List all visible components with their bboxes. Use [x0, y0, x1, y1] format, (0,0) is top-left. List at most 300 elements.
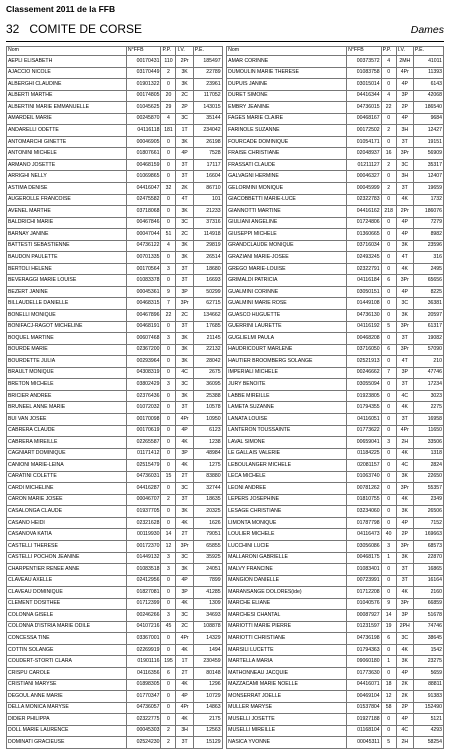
player-iv: 4P	[176, 148, 193, 160]
table-row	[7, 367, 444, 379]
player-name: BONIFACJ-RAGOT MICHELINE	[7, 321, 127, 333]
player-ffb-number: 00046905	[126, 136, 161, 148]
player-name: COTTIN SOLANGE	[7, 644, 127, 656]
player-pp: 0	[161, 575, 176, 587]
player-name: COUDERT-STORTI CLARA	[7, 656, 127, 668]
player-pp-right: 0	[381, 217, 396, 229]
player-ffb-number: 00467896	[126, 310, 161, 322]
player-ffb-number-right: 00468167	[347, 113, 382, 125]
player-pe: 24051	[193, 564, 222, 576]
player-name-right: GRAZIANI MARIE-JOSEE	[227, 252, 347, 264]
player-iv-right: 4K	[396, 644, 413, 656]
player-pp: 3	[161, 564, 176, 576]
player-ffb-number: 00170619	[126, 425, 161, 437]
player-pp: 0	[161, 402, 176, 414]
player-pe: 62715	[193, 298, 222, 310]
player-name: CLAVEAU AXELLE	[7, 575, 127, 587]
player-ffb-number: 01712399	[126, 598, 161, 610]
table-row	[7, 113, 444, 125]
player-name: DOMINATI GRACIEUSE	[7, 737, 127, 749]
player-pe-right: 16865	[413, 564, 443, 576]
player-iv: 4P	[176, 575, 193, 587]
player-iv-right: 4C	[396, 725, 413, 737]
player-pe-right: 5659	[413, 667, 443, 679]
player-name-right: LAMETA SUZANNE	[227, 402, 347, 414]
player-pp-right: 218	[381, 206, 396, 218]
player-pe: 22132	[193, 344, 222, 356]
player-name-right: FAGES MARIE CLAIRE	[227, 113, 347, 125]
player-iv-right: 2H	[396, 437, 413, 449]
player-name-right: MARIOTTI MARIE PIERRE	[227, 621, 347, 633]
player-name: ALBERTINI MARIE EMMANUELLE	[7, 102, 127, 114]
player-pp-right: 0	[381, 229, 396, 241]
player-pe-right: 7152	[413, 517, 443, 529]
player-ffb-number-right: 01773622	[347, 425, 382, 437]
player-name: BRETON MICHELE	[7, 379, 127, 391]
player-iv: 3C	[176, 113, 193, 125]
player-pp: 4	[161, 240, 176, 252]
player-pp-right: 2	[381, 125, 396, 137]
player-name: BARNAY JANINE	[7, 229, 127, 241]
player-name: CHARPENTIER RENEE ANNE	[7, 564, 127, 576]
player-pp-right: 3	[381, 437, 396, 449]
player-iv-right: 3Pr	[396, 344, 413, 356]
player-ffb-number: 01770347	[126, 691, 161, 703]
player-pp-right: 0	[381, 448, 396, 460]
player-name: DEGOUL ANNE MARIE	[7, 691, 127, 703]
col-header-pp: P.P.	[161, 47, 176, 56]
col-header-ffb-right: N°FFB	[347, 47, 382, 56]
player-pe: 117052	[193, 90, 222, 102]
player-ffb-number-right: 00045999	[347, 183, 382, 195]
player-name: BOURDE MARIE	[7, 344, 127, 356]
table-row	[7, 587, 444, 599]
player-name-right: GELORMINI MONIQUE	[227, 183, 347, 195]
player-pp: 0	[161, 194, 176, 206]
player-ffb-number: 02265587	[126, 437, 161, 449]
player-name: CAGNIART DOMINIQUE	[7, 448, 127, 460]
player-name-right: GUALMINI MARIE ROSE	[227, 298, 347, 310]
player-pp: 0	[161, 79, 176, 91]
player-pp: 15	[161, 471, 176, 483]
player-iv: 2C	[176, 229, 193, 241]
table-row	[7, 691, 444, 703]
player-pe: 16604	[193, 171, 222, 183]
player-iv-right: 3H	[396, 125, 413, 137]
player-pe-right: 186540	[413, 102, 443, 114]
player-ffb-number: 00607468	[126, 333, 161, 345]
player-pe: 17685	[193, 321, 222, 333]
player-ffb-number: 01449132	[126, 552, 161, 564]
player-ffb-number: 04416047	[126, 183, 161, 195]
player-name: ARMANO JOSETTE	[7, 159, 127, 171]
player-pp-right: 0	[381, 298, 396, 310]
player-pe-right: 2824	[413, 460, 443, 472]
player-name: BUI VAN JOSEE	[7, 413, 127, 425]
player-pp-right: 3	[381, 540, 396, 552]
player-iv-right: 2K	[396, 691, 413, 703]
player-ffb-number-right: 04416162	[347, 206, 382, 218]
player-ffb-number: 04308319	[126, 367, 161, 379]
player-iv: 4K	[176, 644, 193, 656]
player-name: AUGEROLLE FRANCOISE	[7, 194, 127, 206]
player-pe-right: 41011	[413, 56, 443, 68]
player-iv: 3C	[176, 610, 193, 622]
player-iv-right: 3Pr	[396, 598, 413, 610]
player-pp-right: 0	[381, 483, 396, 495]
player-pe: 15129	[193, 737, 222, 749]
player-pp-right: 5	[381, 321, 396, 333]
player-iv-right: 4T	[396, 356, 413, 368]
player-ffb-number-right: 01724806	[347, 217, 382, 229]
player-ffb-number: 00170431	[126, 56, 161, 68]
player-iv-right: 3T	[396, 379, 413, 391]
player-iv-right: 4T	[396, 252, 413, 264]
player-name: COLONNA D'ISTRIA MARIE ODILE	[7, 621, 127, 633]
player-pe: 37316	[193, 217, 222, 229]
table-row	[7, 644, 444, 656]
table-row	[7, 229, 444, 241]
player-pp: 3	[161, 610, 176, 622]
player-iv-right: 2P	[396, 102, 413, 114]
player-ffb-number: 02376436	[126, 390, 161, 402]
player-name: ARRIGHI NELLY	[7, 171, 127, 183]
player-iv-right: 2P	[396, 702, 413, 714]
player-name: BOURDETTE JULIA	[7, 356, 127, 368]
player-pe: 108878	[193, 621, 222, 633]
table-row	[7, 159, 444, 171]
player-iv-right: 3Pr	[396, 540, 413, 552]
player-iv-right: 3T	[396, 413, 413, 425]
player-iv-right: 3P	[396, 610, 413, 622]
player-pe: 7899	[193, 575, 222, 587]
player-ffb-number-right: 01923805	[347, 390, 382, 402]
player-name-right: GRIMALDI PATRICIA	[227, 275, 347, 287]
player-pp: 0	[161, 252, 176, 264]
player-iv-right: 3K	[396, 471, 413, 483]
player-ffb-number: 04116118	[126, 125, 161, 137]
player-iv: 2C	[176, 621, 193, 633]
player-pp-right: 0	[381, 240, 396, 252]
player-pe-right: 6143	[413, 79, 443, 91]
table-row	[7, 321, 444, 333]
table-row	[7, 67, 444, 79]
player-ffb-number: 01901116	[126, 656, 161, 668]
player-ffb-number-right: 01449108	[347, 298, 382, 310]
player-pe: 41285	[193, 587, 222, 599]
player-iv: 4K	[176, 437, 193, 449]
player-name: CASALONGA CLAUDE	[7, 506, 127, 518]
player-iv: 2C	[176, 90, 193, 102]
player-pe-right: 186076	[413, 206, 443, 218]
player-name-right: JURY BENOITE	[227, 379, 347, 391]
player-pp: 7	[161, 298, 176, 310]
player-pp-right: 40	[381, 529, 396, 541]
player-ffb-number: 04736122	[126, 240, 161, 252]
player-pe-right: 11393	[413, 67, 443, 79]
player-ffb-number-right: 00468208	[347, 333, 382, 345]
player-iv: 4Pr	[176, 702, 193, 714]
player-pp: 195	[161, 656, 176, 668]
player-pp: 2	[161, 494, 176, 506]
player-pe-right: 23275	[413, 656, 443, 668]
player-iv: 3Pr	[176, 540, 193, 552]
table-row	[7, 240, 444, 252]
player-pe-right: 19082	[413, 333, 443, 345]
player-name: DOLL MARIE LAURENCE	[7, 725, 127, 737]
player-ffb-number-right: 03055094	[347, 379, 382, 391]
player-pe: 16693	[193, 275, 222, 287]
player-ffb-number: 02367200	[126, 344, 161, 356]
player-pp-right: 0	[381, 575, 396, 587]
player-name: BATTESTI SEBASTIENNE	[7, 240, 127, 252]
player-ffb-number: 04116356	[126, 667, 161, 679]
player-ffb-number: 01171412	[126, 448, 161, 460]
player-ffb-number: 00174805	[126, 90, 161, 102]
player-pe: 1238	[193, 437, 222, 449]
player-pe: 2175	[193, 714, 222, 726]
player-iv-right: 4P	[396, 517, 413, 529]
player-ffb-number-right: 01184225	[347, 448, 382, 460]
player-iv-right: 4K	[396, 494, 413, 506]
player-iv: 4K	[176, 460, 193, 472]
table-row	[7, 402, 444, 414]
player-ffb-number: 04736031	[126, 471, 161, 483]
player-iv: 3K	[176, 240, 193, 252]
player-ffb-number-right: 02048937	[347, 148, 382, 160]
player-name-right: MATHONNEAU JACQUIE	[227, 667, 347, 679]
player-pe-right: 17234	[413, 379, 443, 391]
player-iv-right: 4Pr	[396, 425, 413, 437]
player-pe: 143015	[193, 102, 222, 114]
player-pe: 17117	[193, 159, 222, 171]
player-iv-right: 4Pr	[396, 67, 413, 79]
player-pp-right: 7	[381, 367, 396, 379]
table-row	[7, 529, 444, 541]
player-pe-right: 55357	[413, 483, 443, 495]
player-ffb-number: 03170449	[126, 67, 161, 79]
player-pp: 2	[161, 67, 176, 79]
player-pe-right: 22870	[413, 552, 443, 564]
player-iv: 3T	[176, 402, 193, 414]
player-pp: 0	[161, 390, 176, 402]
player-ffb-number-right: 00469104	[347, 691, 382, 703]
player-name-right: MAZZACAMI MARIE NOELLE	[227, 679, 347, 691]
player-pp-right: 12	[381, 691, 396, 703]
player-iv-right: 3T	[396, 136, 413, 148]
player-pe-right: 91383	[413, 691, 443, 703]
player-pp: 0	[161, 275, 176, 287]
player-iv-right: 3C	[396, 298, 413, 310]
player-name: CABRERA CLAUDE	[7, 425, 127, 437]
table-row	[7, 102, 444, 114]
player-name-right: LABBE MIREILLE	[227, 390, 347, 402]
player-name-right: GALVAGNI HERMINE	[227, 171, 347, 183]
player-iv: 2T	[176, 471, 193, 483]
player-name: COLONNA GISELE	[7, 610, 127, 622]
player-iv: 3T	[176, 494, 193, 506]
player-ffb-number-right: 01773630	[347, 667, 382, 679]
player-iv: 3K	[176, 136, 193, 148]
player-pe-right: 7279	[413, 217, 443, 229]
player-pe-right: 4293	[413, 725, 443, 737]
player-name-right: NASICA YVONNE	[227, 737, 347, 749]
player-pe-right: 58254	[413, 737, 443, 749]
player-pp-right: 0	[381, 390, 396, 402]
player-iv: 2C	[176, 310, 193, 322]
player-pe: 1296	[193, 679, 222, 691]
player-ffb-number-right: 02081157	[347, 460, 382, 472]
player-name-right: MALVY FRANCINE	[227, 564, 347, 576]
player-name-right: LAVAL SIMONE	[227, 437, 347, 449]
category-label: Dames	[410, 24, 444, 36]
player-ffb-number: 00045361	[126, 286, 161, 298]
player-pe-right: 12427	[413, 125, 443, 137]
player-ffb-number-right: 00468175	[347, 552, 382, 564]
player-name-right: LEPERS JOSEPHINE	[227, 494, 347, 506]
player-name: BEZERT JANINE	[7, 286, 127, 298]
player-pp-right: 2	[381, 159, 396, 171]
player-iv: 2K	[176, 183, 193, 195]
player-name: BILLAUDELLE DANIELLE	[7, 298, 127, 310]
player-pe: 18680	[193, 263, 222, 275]
player-pp-right: 0	[381, 356, 396, 368]
player-pp-right: 2	[381, 183, 396, 195]
player-pp: 0	[161, 587, 176, 599]
player-pp-right: 0	[381, 286, 396, 298]
player-name-right: MULLER MARYSE	[227, 702, 347, 714]
player-name-right: FRAISE CHRISTIANE	[227, 148, 347, 160]
player-pe-right: 169663	[413, 529, 443, 541]
player-pe-right: 1542	[413, 644, 443, 656]
player-iv: 3T	[176, 263, 193, 275]
player-iv-right: 3K	[396, 310, 413, 322]
player-iv-right: 4P	[396, 286, 413, 298]
player-name: ALBERGHI CLAUDINE	[7, 79, 127, 91]
table-row	[7, 79, 444, 91]
player-iv: 3K	[176, 356, 193, 368]
player-iv: 3P	[176, 448, 193, 460]
player-iv-right: 4P	[396, 113, 413, 125]
player-iv-right: 4P	[396, 714, 413, 726]
player-iv-right: 3Pr	[396, 275, 413, 287]
player-name-right: IMPERIALI MICHELE	[227, 367, 347, 379]
player-ffb-number-right: 03015014	[347, 79, 382, 91]
player-name-right: LE GALLAIS VALERIE	[227, 448, 347, 460]
player-iv-right: 4K	[396, 587, 413, 599]
player-iv-right: 3T	[396, 575, 413, 587]
player-name-right: FARINOLE SUZANNE	[227, 125, 347, 137]
player-iv: 3P	[176, 286, 193, 298]
player-pe: 114918	[193, 229, 222, 241]
player-pe: 79051	[193, 529, 222, 541]
table-row	[7, 483, 444, 495]
player-pp: 0	[161, 437, 176, 449]
player-ffb-number: 01072032	[126, 402, 161, 414]
player-pe-right: 1732	[413, 194, 443, 206]
player-pe-right: 47746	[413, 367, 443, 379]
player-iv-right: 4K	[396, 194, 413, 206]
player-name-right: DUMOULIN MARIE THERESE	[227, 67, 347, 79]
player-ffb-number-right: 03234060	[347, 506, 382, 518]
player-ffb-number: 01898305	[126, 679, 161, 691]
player-pp-right: 0	[381, 379, 396, 391]
player-pp: 3	[161, 379, 176, 391]
player-iv: 3C	[176, 483, 193, 495]
player-iv: 3C	[176, 379, 193, 391]
player-pp-right: 6	[381, 275, 396, 287]
player-ffb-number: 01901322	[126, 79, 161, 91]
player-name-right: LECA MICHELE	[227, 471, 347, 483]
player-ffb-number: 02322775	[126, 714, 161, 726]
player-name-right: DUPUIS JANINE	[227, 79, 347, 91]
player-pe-right: 74746	[413, 621, 443, 633]
player-iv: 3K	[176, 564, 193, 576]
player-pe: 35925	[193, 552, 222, 564]
player-ffb-number-right: 00046327	[347, 171, 382, 183]
player-name-right: GUALMINI CORINNE	[227, 286, 347, 298]
player-iv-right: 3P	[396, 367, 413, 379]
player-iv: 3K	[176, 390, 193, 402]
player-name: DELLA MONICA MARYSE	[7, 702, 127, 714]
table-row	[7, 171, 444, 183]
player-pe-right: 66859	[413, 598, 443, 610]
player-name: BONELLI MONIQUE	[7, 310, 127, 322]
player-name: BAUDON PAULETTE	[7, 252, 127, 264]
player-name-right: GIULIANI ANGELINE	[227, 217, 347, 229]
player-pe-right: 3023	[413, 390, 443, 402]
player-ffb-number: 00468315	[126, 298, 161, 310]
player-pp: 0	[161, 321, 176, 333]
player-pp: 0	[161, 148, 176, 160]
player-pp: 0	[161, 644, 176, 656]
player-ffb-number-right: 00045311	[347, 737, 382, 749]
player-ffb-number: 02524230	[126, 737, 161, 749]
table-row	[7, 217, 444, 229]
table-row	[7, 148, 444, 160]
col-header-name: Nom	[7, 47, 127, 56]
player-pp: 0	[161, 702, 176, 714]
player-name: BRICIER ANDREE	[7, 390, 127, 402]
player-iv-right: 3K	[396, 656, 413, 668]
player-iv-right: 3Pr	[396, 483, 413, 495]
player-ffb-number-right: 04116192	[347, 321, 382, 333]
player-iv: 3T	[176, 171, 193, 183]
table-row	[7, 333, 444, 345]
player-ffb-number: 04736057	[126, 702, 161, 714]
player-name: CRISPU CAROLE	[7, 667, 127, 679]
player-ffb-number-right: 00172502	[347, 125, 382, 137]
player-ffb-number: 03367001	[126, 633, 161, 645]
player-pe: 20325	[193, 506, 222, 518]
player-name-right: MALLARONI GABRIELLE	[227, 552, 347, 564]
player-pp-right: 6	[381, 633, 396, 645]
player-name-right: GIACOBBETTI MARIE-LUCE	[227, 194, 347, 206]
season-title: Classement 2011 de la FFB	[6, 4, 116, 14]
player-pe-right: 152490	[413, 702, 443, 714]
player-pp-right: 0	[381, 494, 396, 506]
player-name-right: LUCCHINI LUCIE	[227, 540, 347, 552]
player-pp: 3	[161, 263, 176, 275]
player-ffb-number-right: 02322783	[347, 194, 382, 206]
player-iv: 3T	[176, 321, 193, 333]
player-iv-right: 4P	[396, 229, 413, 241]
table-row	[7, 679, 444, 691]
table-row	[7, 621, 444, 633]
player-pe-right: 42068	[413, 90, 443, 102]
player-name-right: GUERRINI LAURETTE	[227, 321, 347, 333]
player-pe-right: 61317	[413, 321, 443, 333]
